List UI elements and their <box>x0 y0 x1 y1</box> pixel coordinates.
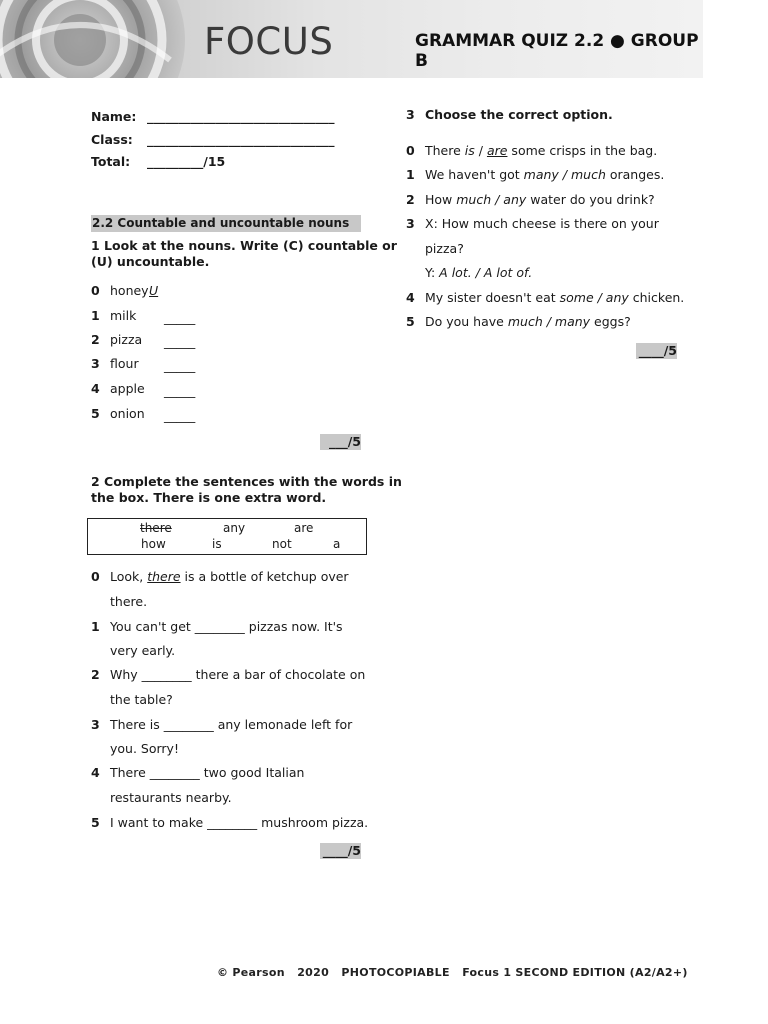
example-answer: U <box>149 283 159 298</box>
item-number: 1 <box>91 619 100 634</box>
answer-blank[interactable]: _____ <box>164 383 196 398</box>
answer-blank[interactable]: _____ <box>164 408 196 423</box>
sentence-text: chicken. <box>628 290 685 305</box>
sentence-text: eggs? <box>590 314 631 329</box>
option: is <box>464 143 475 158</box>
answer-blank[interactable]: _____ <box>164 310 196 325</box>
options[interactable]: A lot. / A lot of. <box>439 265 533 280</box>
noun: honey <box>110 283 149 298</box>
word-box <box>87 518 367 555</box>
item-number: 5 <box>91 406 100 421</box>
focus-logo-text: FOCUS <box>204 20 334 63</box>
class-field <box>91 132 361 150</box>
name-blank[interactable]: ______________________________ <box>147 109 335 124</box>
class-label: Class: <box>91 132 133 147</box>
sentence-line <box>425 192 655 207</box>
item-number: 0 <box>91 569 100 584</box>
name-label: Name: <box>91 109 137 124</box>
word-box-word: how <box>141 537 166 551</box>
total-blank[interactable]: _________/15 <box>147 154 226 169</box>
section-title: 2.2 Countable and uncountable nouns <box>91 215 361 232</box>
ex1-instruction-line1: 1 Look at the nouns. Write (C) countable or <box>91 238 397 253</box>
class-blank[interactable]: ______________________________ <box>147 132 335 147</box>
total-field <box>91 154 361 172</box>
ex3-score: ____/5 <box>636 343 677 359</box>
item-number: 4 <box>406 290 415 305</box>
noun: onion <box>110 406 145 421</box>
noun: apple <box>110 381 145 396</box>
noun: pizza <box>110 332 143 347</box>
noun: flour <box>110 356 139 371</box>
sentence-text: oranges. <box>605 167 665 182</box>
sentence-text: Do you have <box>425 314 508 329</box>
options[interactable]: much / any <box>456 192 527 207</box>
sentence-line: You can't get ________ pizzas now. It's <box>110 619 343 634</box>
header-banner <box>0 0 703 78</box>
ex2-instruction-line2: the box. There is one extra word. <box>91 490 327 505</box>
sentence-line <box>425 290 684 305</box>
item-number: 2 <box>91 667 100 682</box>
example-answer: are <box>486 143 508 158</box>
sentence-line <box>110 569 349 584</box>
sentence-line <box>425 143 657 158</box>
sentence-line: X: How much cheese is there on your <box>425 216 659 231</box>
ex1-instruction-line2: (U) uncountable. <box>91 254 210 269</box>
noun: milk <box>110 308 137 323</box>
sentence-text: How <box>425 192 457 207</box>
options[interactable]: some / any <box>559 290 629 305</box>
sentence-line <box>425 314 631 329</box>
word-box-word: not <box>272 537 292 551</box>
sentence-line: There ________ two good Italian <box>110 765 305 780</box>
total-label: Total: <box>91 154 131 169</box>
sentence-line: you. Sorry! <box>110 741 179 756</box>
sentence-line: the table? <box>110 692 173 707</box>
item-number: 4 <box>91 765 100 780</box>
item-number: 0 <box>91 283 100 298</box>
ex2-score: ____/5 <box>320 843 361 859</box>
option-separator: / <box>474 143 487 158</box>
ex1-score: ___/5 <box>320 434 361 450</box>
item-number: 5 <box>406 314 415 329</box>
focus-logo-swirl-icon <box>0 0 190 78</box>
ex3-instruction: Choose the correct option. <box>425 107 613 122</box>
sentence-line: there. <box>110 594 148 609</box>
sentence-text: There <box>425 143 465 158</box>
name-field <box>91 109 361 127</box>
sentence-text: some crisps in the bag. <box>507 143 658 158</box>
item-number: 2 <box>91 332 100 347</box>
sentence-text: Y: <box>425 265 440 280</box>
footer-copyright: © Pearson 2020 PHOTOCOPIABLE Focus 1 SECOND EDITION (A2/A2+) <box>217 966 688 979</box>
item-number: 0 <box>406 143 415 158</box>
example-answer: there <box>147 569 181 584</box>
sentence-line: Why ________ there a bar of chocolate on <box>110 667 366 682</box>
sentence-line: restaurants nearby. <box>110 790 232 805</box>
sentence-line <box>425 167 664 182</box>
word-box-word: any <box>223 521 246 535</box>
sentence-text: is a bottle of ketchup over <box>180 569 349 584</box>
options[interactable]: many / much <box>523 167 606 182</box>
answer-blank[interactable]: _____ <box>164 358 196 373</box>
word-box-word: is <box>212 537 222 551</box>
options[interactable]: much / many <box>507 314 591 329</box>
item-number: 1 <box>406 167 415 182</box>
sentence-text: We haven't got <box>425 167 524 182</box>
sentence-line <box>425 265 532 280</box>
sentence-line: There is ________ any lemonade left for <box>110 717 353 732</box>
sentence-line: very early. <box>110 643 176 658</box>
word-box-word: a <box>333 537 341 551</box>
item-number: 2 <box>406 192 415 207</box>
sentence-text: Look, <box>110 569 148 584</box>
item-number: 3 <box>91 717 100 732</box>
answer-blank[interactable]: _____ <box>164 334 196 349</box>
quiz-title: GRAMMAR QUIZ 2.2 ● GROUP B <box>415 31 699 71</box>
ex2-instruction-line1: 2 Complete the sentences with the words in <box>91 474 402 489</box>
item-number: 3 <box>91 356 100 371</box>
item-number: 5 <box>91 815 100 830</box>
sentence-line: I want to make ________ mushroom pizza. <box>110 815 369 830</box>
sentence-text: My sister doesn't eat <box>425 290 560 305</box>
item-number: 3 <box>406 216 415 231</box>
word-box-word: are <box>294 521 314 535</box>
ex3-number: 3 <box>406 107 415 122</box>
sentence-text: water do you drink? <box>526 192 655 207</box>
item-number: 4 <box>91 381 100 396</box>
sentence-line: pizza? <box>425 241 464 256</box>
item-number: 1 <box>91 308 100 323</box>
word-box-word: there <box>140 521 172 535</box>
